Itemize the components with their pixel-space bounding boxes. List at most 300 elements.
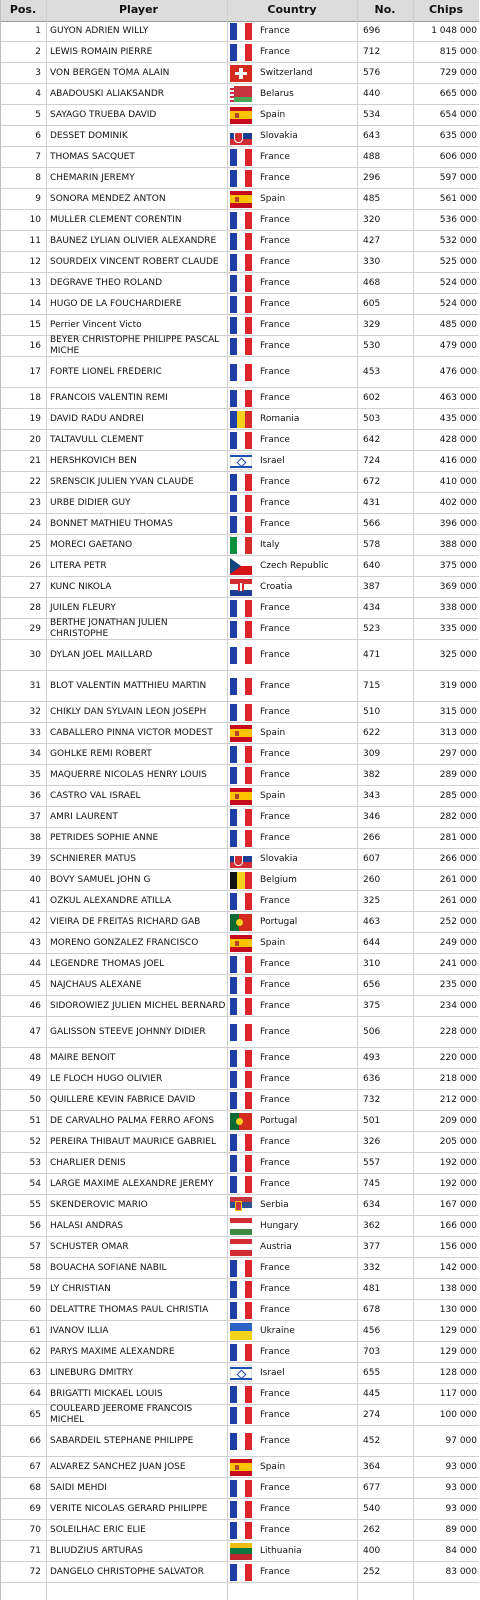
row-country: France: [260, 1525, 290, 1535]
flag-portugal-icon: [230, 912, 254, 932]
row-country: Spain: [260, 194, 286, 204]
row-number: 642: [363, 435, 381, 445]
row-position: 58: [29, 1263, 41, 1273]
row-country: France: [260, 1179, 290, 1189]
flag-france-icon: [230, 640, 254, 670]
table-row: [1, 63, 479, 84]
row-position: 46: [29, 1001, 41, 1011]
row-position: 26: [29, 561, 41, 571]
row-position: 11: [29, 236, 41, 246]
row-country: France: [260, 1284, 290, 1294]
flag-france-icon: [230, 598, 254, 618]
row-country: France: [260, 477, 290, 487]
table-row: [1, 294, 479, 315]
row-number: 440: [363, 89, 381, 99]
flag-france-icon: [230, 210, 254, 230]
flag-france-icon: [230, 954, 254, 974]
row-chips: 416 000: [439, 456, 477, 466]
flag-romania-icon: [230, 409, 254, 429]
row-player-name: URBE DIDIER GUY: [50, 497, 131, 508]
row-number: 400: [363, 1546, 381, 1556]
row-number: 343: [363, 791, 381, 801]
row-number: 655: [363, 1368, 381, 1378]
row-country: France: [260, 624, 290, 634]
row-country: France: [260, 173, 290, 183]
row-number: 330: [363, 257, 381, 267]
row-chips: 338 000: [439, 603, 477, 613]
row-country: France: [260, 257, 290, 267]
row-country: France: [260, 152, 290, 162]
row-number: 431: [363, 498, 381, 508]
table-row: [1, 357, 479, 388]
row-number: 523: [363, 624, 381, 634]
row-number: 387: [363, 582, 381, 592]
row-chips: 369 000: [439, 582, 477, 592]
flag-france-icon: [230, 1562, 254, 1582]
table-row: [1, 105, 479, 126]
row-player-name: HUGO DE LA FOUCHARDIERE: [50, 298, 182, 309]
row-chips: 93 000: [445, 1483, 477, 1493]
row-chips: 220 000: [439, 1053, 477, 1063]
row-number: 677: [363, 1483, 381, 1493]
row-position: 16: [29, 341, 41, 351]
flag-france-icon: [230, 1426, 254, 1456]
row-player-name: KUNC NIKOLA: [50, 581, 112, 592]
row-position: 45: [29, 980, 41, 990]
table-row: [1, 126, 479, 147]
row-player-name: DEGRAVE THEO ROLAND: [50, 277, 163, 288]
flag-austria-icon: [230, 1237, 254, 1257]
row-position: 5: [35, 110, 41, 120]
table-row: [1, 21, 479, 42]
row-player-name: GOHLKE REMI ROBERT: [50, 748, 152, 759]
row-number: 643: [363, 131, 381, 141]
row-position: 39: [29, 854, 41, 864]
row-number: 712: [363, 47, 381, 57]
row-country: France: [260, 1137, 290, 1147]
flag-france-icon: [230, 1300, 254, 1320]
flag-france-icon: [230, 42, 254, 62]
row-chips: 402 000: [439, 498, 477, 508]
row-position: 67: [29, 1462, 41, 1472]
row-country: France: [260, 959, 290, 969]
row-country: Belgium: [260, 875, 297, 885]
flag-france-icon: [230, 168, 254, 188]
row-player-name: DE CARVALHO PALMA FERRO AFONS: [50, 1115, 215, 1126]
row-country: France: [260, 707, 290, 717]
flag-france-icon: [230, 1048, 254, 1068]
row-chips: 285 000: [439, 791, 477, 801]
row-player-name: VIEIRA DE FREITAS RICHARD GAB: [50, 916, 201, 927]
row-number: 644: [363, 938, 381, 948]
row-player-name: SOLEILHAC ERIC ELIE: [50, 1524, 146, 1535]
table-row: [1, 315, 479, 336]
row-number: 364: [363, 1462, 381, 1472]
row-country: France: [260, 896, 290, 906]
table-row: [1, 1153, 479, 1174]
row-player-name: AMRI LAURENT: [50, 811, 118, 822]
row-player-name: SAIDI MEHDI: [50, 1482, 107, 1493]
row-position: 50: [29, 1095, 41, 1105]
flag-france-icon: [230, 807, 254, 827]
row-chips: 261 000: [439, 896, 477, 906]
row-position: 54: [29, 1179, 41, 1189]
table-row: [1, 42, 479, 63]
row-player-name: FORTE LIONEL FREDERIC: [50, 366, 162, 377]
row-player-name: BONNET MATHIEU THOMAS: [50, 518, 173, 529]
table-row: [1, 1321, 479, 1342]
table-row: [1, 786, 479, 807]
row-number: 456: [363, 1326, 381, 1336]
row-country: France: [260, 1389, 290, 1399]
flag-belgium-icon: [230, 870, 254, 890]
flag-israel-icon: [230, 1363, 254, 1383]
row-chips: 252 000: [439, 917, 477, 927]
row-number: 501: [363, 1116, 381, 1126]
row-chips: 166 000: [439, 1221, 477, 1231]
row-position: 61: [29, 1326, 41, 1336]
row-chips: 297 000: [439, 749, 477, 759]
row-chips: 249 000: [439, 938, 477, 948]
row-position: 66: [29, 1436, 41, 1446]
row-player-name: GUYON ADRIEN WILLY: [50, 25, 149, 36]
flag-serbia-icon: [230, 1195, 254, 1215]
flag-france-icon: [230, 765, 254, 785]
row-chips: 479 000: [439, 341, 477, 351]
row-position: 52: [29, 1137, 41, 1147]
flag-italy-icon: [230, 535, 254, 555]
table-row: [1, 147, 479, 168]
flag-slovakia-icon: [230, 126, 254, 146]
row-country: France: [260, 980, 290, 990]
table-row: [1, 231, 479, 252]
row-number: 602: [363, 393, 381, 403]
row-country: France: [260, 650, 290, 660]
table-row: [1, 273, 479, 294]
row-chips: 93 000: [445, 1462, 477, 1472]
row-chips: 325 000: [439, 650, 477, 660]
row-country: France: [260, 1095, 290, 1105]
row-number: 463: [363, 917, 381, 927]
row-player-name: HALASI ANDRAS: [50, 1220, 124, 1231]
row-country: France: [260, 812, 290, 822]
row-player-name: MORECI GAETANO: [50, 539, 133, 550]
column-divider: [46, 0, 47, 1600]
flag-lithuania-icon: [230, 1541, 254, 1561]
row-country: France: [260, 299, 290, 309]
table-row: [1, 84, 479, 105]
flag-france-icon: [230, 1132, 254, 1152]
row-chips: 654 000: [439, 110, 477, 120]
header-country: Country: [267, 3, 317, 16]
row-position: 42: [29, 917, 41, 927]
row-number: 493: [363, 1053, 381, 1063]
flag-spain-icon: [230, 723, 254, 743]
table-row: [1, 1111, 479, 1132]
table-row: [1, 954, 479, 975]
row-chips: 428 000: [439, 435, 477, 445]
row-country: France: [260, 47, 290, 57]
flag-spain-icon: [230, 189, 254, 209]
row-player-name: SOURDEIX VINCENT ROBERT CLAUDE: [50, 256, 219, 267]
row-chips: 375 000: [439, 561, 477, 571]
row-country: Portugal: [260, 917, 298, 927]
table-row: [1, 870, 479, 891]
table-row: [1, 671, 479, 702]
row-player-name: DESSET DOMINIK: [50, 130, 128, 141]
row-chips: 192 000: [439, 1158, 477, 1168]
row-country: Austria: [260, 1242, 292, 1252]
row-number: 260: [363, 875, 381, 885]
flag-france-icon: [230, 996, 254, 1016]
row-number: 481: [363, 1284, 381, 1294]
row-country: Italy: [260, 540, 280, 550]
row-number: 622: [363, 728, 381, 738]
table-row: [1, 640, 479, 671]
row-number: 445: [363, 1389, 381, 1399]
flag-france-icon: [230, 1520, 254, 1540]
row-player-name: VON BERGEN TOMA ALAIN: [50, 67, 170, 78]
row-number: 332: [363, 1263, 381, 1273]
row-player-name: BOVY SAMUEL JOHN G: [50, 874, 151, 885]
row-number: 375: [363, 1001, 381, 1011]
table-row: [1, 933, 479, 954]
row-position: 47: [29, 1027, 41, 1037]
table-row: [1, 1457, 479, 1478]
row-country: France: [260, 393, 290, 403]
header-pos: Pos.: [9, 3, 37, 16]
row-chips: 142 000: [439, 1263, 477, 1273]
row-number: 488: [363, 152, 381, 162]
flag-spain-icon: [230, 933, 254, 953]
row-position: 35: [29, 770, 41, 780]
row-number: 485: [363, 194, 381, 204]
table-row: [1, 1541, 479, 1562]
row-chips: 241 000: [439, 959, 477, 969]
table-header: [1, 0, 479, 22]
table-row: [1, 975, 479, 996]
table-row: [1, 828, 479, 849]
row-number: 309: [363, 749, 381, 759]
row-number: 325: [363, 896, 381, 906]
row-player-name: HERSHKOVICH BEN: [50, 455, 137, 466]
row-chips: 167 000: [439, 1200, 477, 1210]
row-country: Belarus: [260, 89, 294, 99]
row-country: France: [260, 603, 290, 613]
row-number: 605: [363, 299, 381, 309]
row-chips: 282 000: [439, 812, 477, 822]
row-position: 12: [29, 257, 41, 267]
row-chips: 261 000: [439, 875, 477, 885]
table-row: [1, 1090, 479, 1111]
row-player-name: IVANOV ILLIA: [50, 1325, 109, 1336]
row-player-name: SCHNIERER MATUS: [50, 853, 136, 864]
row-position: 70: [29, 1525, 41, 1535]
table-row: [1, 1426, 479, 1457]
table-row: [1, 1279, 479, 1300]
row-chips: 138 000: [439, 1284, 477, 1294]
row-player-name: THOMAS SACQUET: [50, 151, 135, 162]
row-number: 530: [363, 341, 381, 351]
row-player-name: Perrier Vincent Victo: [50, 319, 142, 330]
table-row: [1, 1342, 479, 1363]
row-number: 634: [363, 1200, 381, 1210]
header-player: Player: [119, 3, 158, 16]
row-number: 607: [363, 854, 381, 864]
row-chips: 128 000: [439, 1368, 477, 1378]
row-number: 506: [363, 1027, 381, 1037]
row-number: 329: [363, 320, 381, 330]
row-position: 59: [29, 1284, 41, 1294]
row-number: 557: [363, 1158, 381, 1168]
row-player-name: VERITE NICOLAS GERARD PHILIPPE: [50, 1503, 208, 1514]
table-row: [1, 723, 479, 744]
row-country: France: [260, 1410, 290, 1420]
row-player-name: ALVAREZ SANCHEZ JUAN JOSE: [50, 1461, 186, 1472]
row-chips: 129 000: [439, 1326, 477, 1336]
row-position: 25: [29, 540, 41, 550]
row-country: France: [260, 770, 290, 780]
row-number: 252: [363, 1567, 381, 1577]
row-country: France: [260, 1053, 290, 1063]
flag-france-icon: [230, 702, 254, 722]
row-chips: 335 000: [439, 624, 477, 634]
row-country: Portugal: [260, 1116, 298, 1126]
row-country: France: [260, 320, 290, 330]
row-chips: 410 000: [439, 477, 477, 487]
row-player-name: CASTRO VAL ISRAEL: [50, 790, 141, 801]
row-player-name: SIDOROWIEZ JULIEN MICHEL BERNARD: [50, 1000, 226, 1011]
column-divider: [227, 0, 228, 1600]
row-country: Spain: [260, 728, 286, 738]
row-number: 310: [363, 959, 381, 969]
column-divider: [357, 0, 358, 1600]
row-position: 56: [29, 1221, 41, 1231]
row-position: 2: [35, 47, 41, 57]
row-position: 68: [29, 1483, 41, 1493]
row-player-name: DANGELO CHRISTOPHE SALVATOR: [50, 1566, 204, 1577]
row-position: 6: [35, 131, 41, 141]
row-chips: 100 000: [439, 1410, 477, 1420]
flag-israel-icon: [230, 451, 254, 471]
flag-france-icon: [230, 315, 254, 335]
row-position: 27: [29, 582, 41, 592]
row-player-name: CHARLIER DENIS: [50, 1157, 126, 1168]
row-position: 34: [29, 749, 41, 759]
row-position: 72: [29, 1567, 41, 1577]
table-row: [1, 1363, 479, 1384]
row-chips: 476 000: [439, 367, 477, 377]
row-chips: 156 000: [439, 1242, 477, 1252]
row-position: 33: [29, 728, 41, 738]
row-position: 41: [29, 896, 41, 906]
row-position: 71: [29, 1546, 41, 1556]
row-chips: 93 000: [445, 1504, 477, 1514]
row-position: 29: [29, 624, 41, 634]
flag-croatia-icon: [230, 577, 254, 597]
flag-ukraine-icon: [230, 1321, 254, 1341]
row-number: 703: [363, 1347, 381, 1357]
row-country: Israel: [260, 1368, 285, 1378]
table-row: [1, 1216, 479, 1237]
row-number: 745: [363, 1179, 381, 1189]
flag-france-icon: [230, 252, 254, 272]
row-chips: 525 000: [439, 257, 477, 267]
row-chips: 130 000: [439, 1305, 477, 1315]
row-chips: 228 000: [439, 1027, 477, 1037]
flag-france-icon: [230, 1478, 254, 1498]
row-number: 566: [363, 519, 381, 529]
flag-france-icon: [230, 147, 254, 167]
row-player-name: SAYAGO TRUEBA DAVID: [50, 109, 157, 120]
row-player-name: SRENSCIK JULIEN YVAN CLAUDE: [50, 476, 194, 487]
row-number: 578: [363, 540, 381, 550]
row-player-name: SONORA MENDEZ ANTON: [50, 193, 166, 204]
flag-france-icon: [230, 336, 254, 356]
table-row: [1, 252, 479, 273]
row-player-name: MAQUERRE NICOLAS HENRY LOUIS: [50, 769, 207, 780]
row-country: France: [260, 435, 290, 445]
table-row: [1, 388, 479, 409]
row-chips: 1 048 000: [431, 26, 477, 36]
table-row: [1, 1132, 479, 1153]
row-position: 30: [29, 650, 41, 660]
header-chips: Chips: [428, 3, 464, 16]
row-country: Ukraine: [260, 1326, 295, 1336]
row-country: Spain: [260, 938, 286, 948]
table-row: [1, 514, 479, 535]
row-player-name: SABARDEIL STEPHANE PHILIPPE: [50, 1435, 194, 1446]
flag-france-icon: [230, 1153, 254, 1173]
row-position: 38: [29, 833, 41, 843]
flag-france-icon: [230, 388, 254, 408]
flag-france-icon: [230, 671, 254, 701]
flag-switzerland-icon: [230, 63, 254, 83]
table-row: [1, 556, 479, 577]
row-chips: 205 000: [439, 1137, 477, 1147]
row-country: Czech Republic: [260, 561, 329, 571]
row-chips: 315 000: [439, 707, 477, 717]
row-country: France: [260, 749, 290, 759]
flag-france-icon: [230, 231, 254, 251]
row-chips: 729 000: [439, 68, 477, 78]
row-position: 51: [29, 1116, 41, 1126]
table-row: [1, 849, 479, 870]
row-country: France: [260, 1263, 290, 1273]
row-player-name: LITERA PETR: [50, 560, 107, 571]
row-country: France: [260, 1158, 290, 1168]
row-country: France: [260, 1347, 290, 1357]
row-position: 48: [29, 1053, 41, 1063]
row-number: 452: [363, 1436, 381, 1446]
row-position: 17: [29, 367, 41, 377]
column-divider: [413, 0, 414, 1600]
row-position: 53: [29, 1158, 41, 1168]
row-position: 65: [29, 1410, 41, 1420]
row-position: 69: [29, 1504, 41, 1514]
row-number: 434: [363, 603, 381, 613]
row-chips: 463 000: [439, 393, 477, 403]
flag-france-icon: [230, 1342, 254, 1362]
row-chips: 89 000: [445, 1525, 477, 1535]
row-player-name: DAVID RADU ANDREI: [50, 413, 144, 424]
table-row: [1, 891, 479, 912]
row-country: Serbia: [260, 1200, 289, 1210]
row-position: 49: [29, 1074, 41, 1084]
row-number: 382: [363, 770, 381, 780]
row-number: 678: [363, 1305, 381, 1315]
row-country: France: [260, 1504, 290, 1514]
